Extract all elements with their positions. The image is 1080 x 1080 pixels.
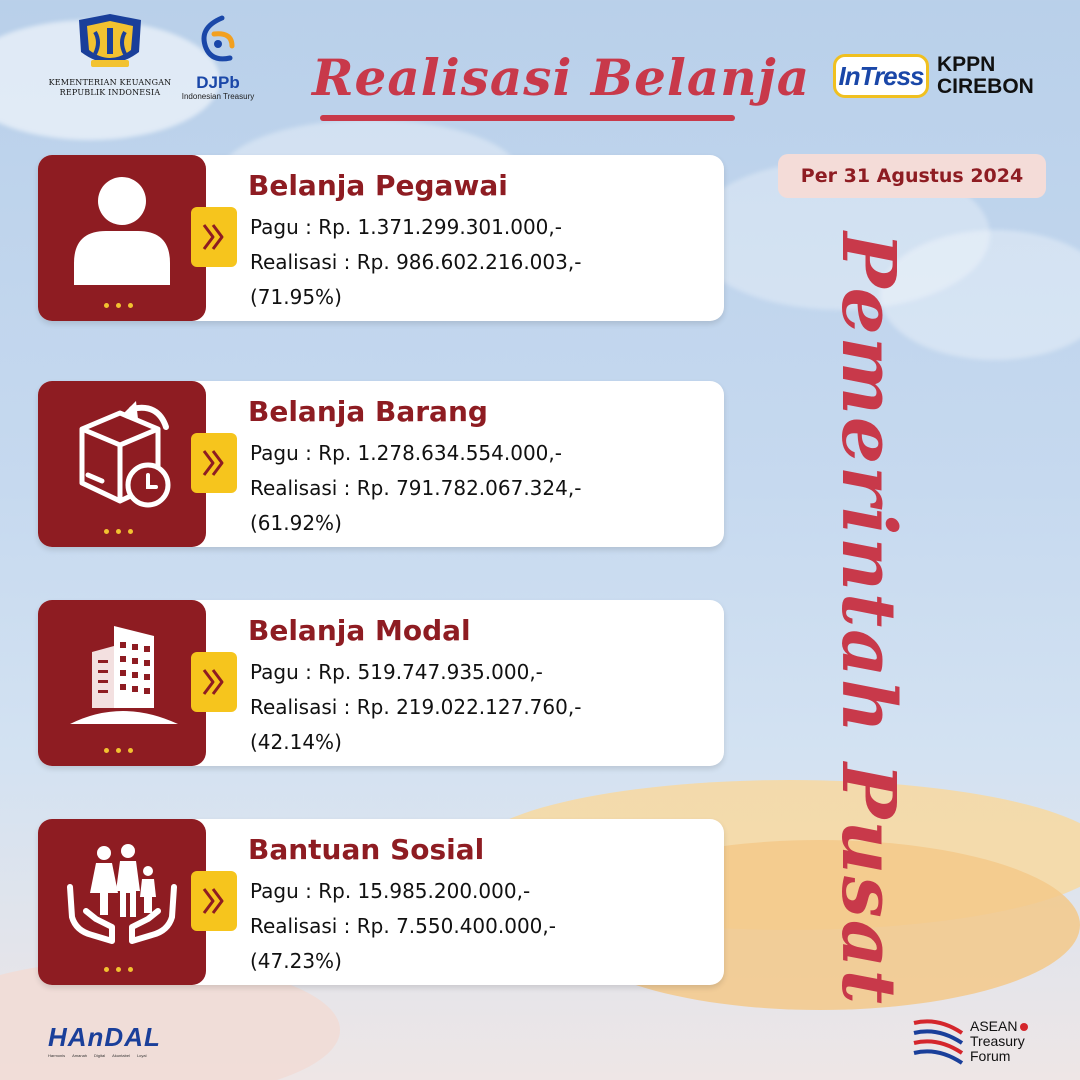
- kppn-line-1: KPPN: [937, 53, 996, 76]
- card-icon-box: [38, 819, 206, 985]
- title-underline: [320, 115, 735, 121]
- card-dots: [104, 748, 133, 753]
- date-badge: [778, 154, 1046, 198]
- intress-label: InTress: [838, 60, 924, 91]
- card-percent: (71.95%): [250, 285, 342, 309]
- handal-tags: [48, 1053, 198, 1058]
- card-realisasi: Realisasi : Rp. 986.602.216.003,-: [250, 250, 582, 274]
- card-percent: (47.23%): [250, 949, 342, 973]
- card-pagu: Pagu : Rp. 519.747.935.000,-: [250, 660, 543, 684]
- asean-dot-icon: [1020, 1023, 1028, 1031]
- kppn-line-2: CIREBON: [937, 75, 1034, 98]
- kemenkeu-caption-2: REPUBLIK INDONESIA: [59, 88, 161, 97]
- page-title: Realisasi Belanja: [312, 48, 811, 107]
- card-dots: [104, 967, 133, 972]
- card-pagu: Pagu : Rp. 1.371.299.301.000,-: [250, 215, 562, 239]
- chevron-double-right-icon: [191, 433, 237, 493]
- handal-tag: Loyal: [136, 1053, 147, 1058]
- card-realisasi: Realisasi : Rp. 7.550.400.000,-: [250, 914, 556, 938]
- card-icon-box: [38, 381, 206, 547]
- date-text: Per 31 Agustus 2024: [800, 165, 1024, 187]
- card-pagu: Pagu : Rp. 1.278.634.554.000,-: [250, 441, 562, 465]
- asean-line-1: ASEAN: [970, 1017, 1018, 1034]
- card-title: Bantuan Sosial: [248, 833, 485, 866]
- card-belanja-modal: [38, 600, 724, 768]
- intress-kppn-logo: [833, 52, 1034, 100]
- kemenkeu-emblem-icon: [73, 12, 147, 74]
- chevron-double-right-icon: [191, 652, 237, 712]
- card-realisasi: Realisasi : Rp. 791.782.067.324,-: [250, 476, 582, 500]
- card-title: Belanja Barang: [248, 395, 488, 428]
- kemenkeu-logo: [40, 12, 180, 112]
- card-dots: [104, 303, 133, 308]
- handal-tag: Amanah: [72, 1053, 88, 1058]
- asean-stripes-icon: [912, 1013, 964, 1069]
- card-icon-box: [38, 155, 206, 321]
- handal-tag: Akuntabel: [112, 1053, 130, 1058]
- intress-badge: [833, 54, 929, 98]
- card-percent: (61.92%): [250, 511, 342, 535]
- card-bantuan-sosial: [38, 819, 724, 987]
- chevron-double-right-icon: [191, 871, 237, 931]
- handal-word: HAnDAL: [48, 1022, 161, 1052]
- card-icon-box: [38, 600, 206, 766]
- card-realisasi: Realisasi : Rp. 219.022.127.760,-: [250, 695, 582, 719]
- building-icon: [62, 612, 182, 732]
- djpb-logo: [168, 14, 268, 110]
- card-title: Belanja Pegawai: [248, 169, 508, 202]
- asean-treasury-forum-logo: [912, 1012, 1028, 1070]
- card-pagu: Pagu : Rp. 15.985.200.000,-: [250, 879, 531, 903]
- handal-tag: Digital: [94, 1053, 106, 1058]
- djpb-subtitle: Indonesian Treasury: [181, 92, 255, 101]
- card-belanja-pegawai: [38, 155, 724, 323]
- handal-logo: [48, 1022, 198, 1062]
- asean-line-3: Forum: [970, 1047, 1011, 1064]
- kppn-label: [937, 54, 1034, 98]
- handal-tag: Harmonis: [48, 1053, 66, 1058]
- card-title: Belanja Modal: [248, 614, 471, 647]
- card-dots: [104, 529, 133, 534]
- djpb-name: DJPb: [196, 73, 240, 92]
- card-belanja-barang: [38, 381, 724, 549]
- person-icon: [62, 167, 182, 287]
- page-title-block: [312, 48, 811, 124]
- djpb-mark-icon: [192, 14, 244, 70]
- asean-text: [970, 1019, 1028, 1064]
- card-percent: (42.14%): [250, 730, 342, 754]
- kemenkeu-caption-1: KEMENTERIAN KEUANGAN: [48, 78, 172, 87]
- chevron-double-right-icon: [191, 207, 237, 267]
- box-return-icon: [62, 393, 182, 513]
- vertical-title-text: Pemerintah Pusat: [825, 232, 911, 1006]
- asean-line-2: Treasury: [970, 1032, 1025, 1049]
- family-hands-icon: [62, 831, 182, 951]
